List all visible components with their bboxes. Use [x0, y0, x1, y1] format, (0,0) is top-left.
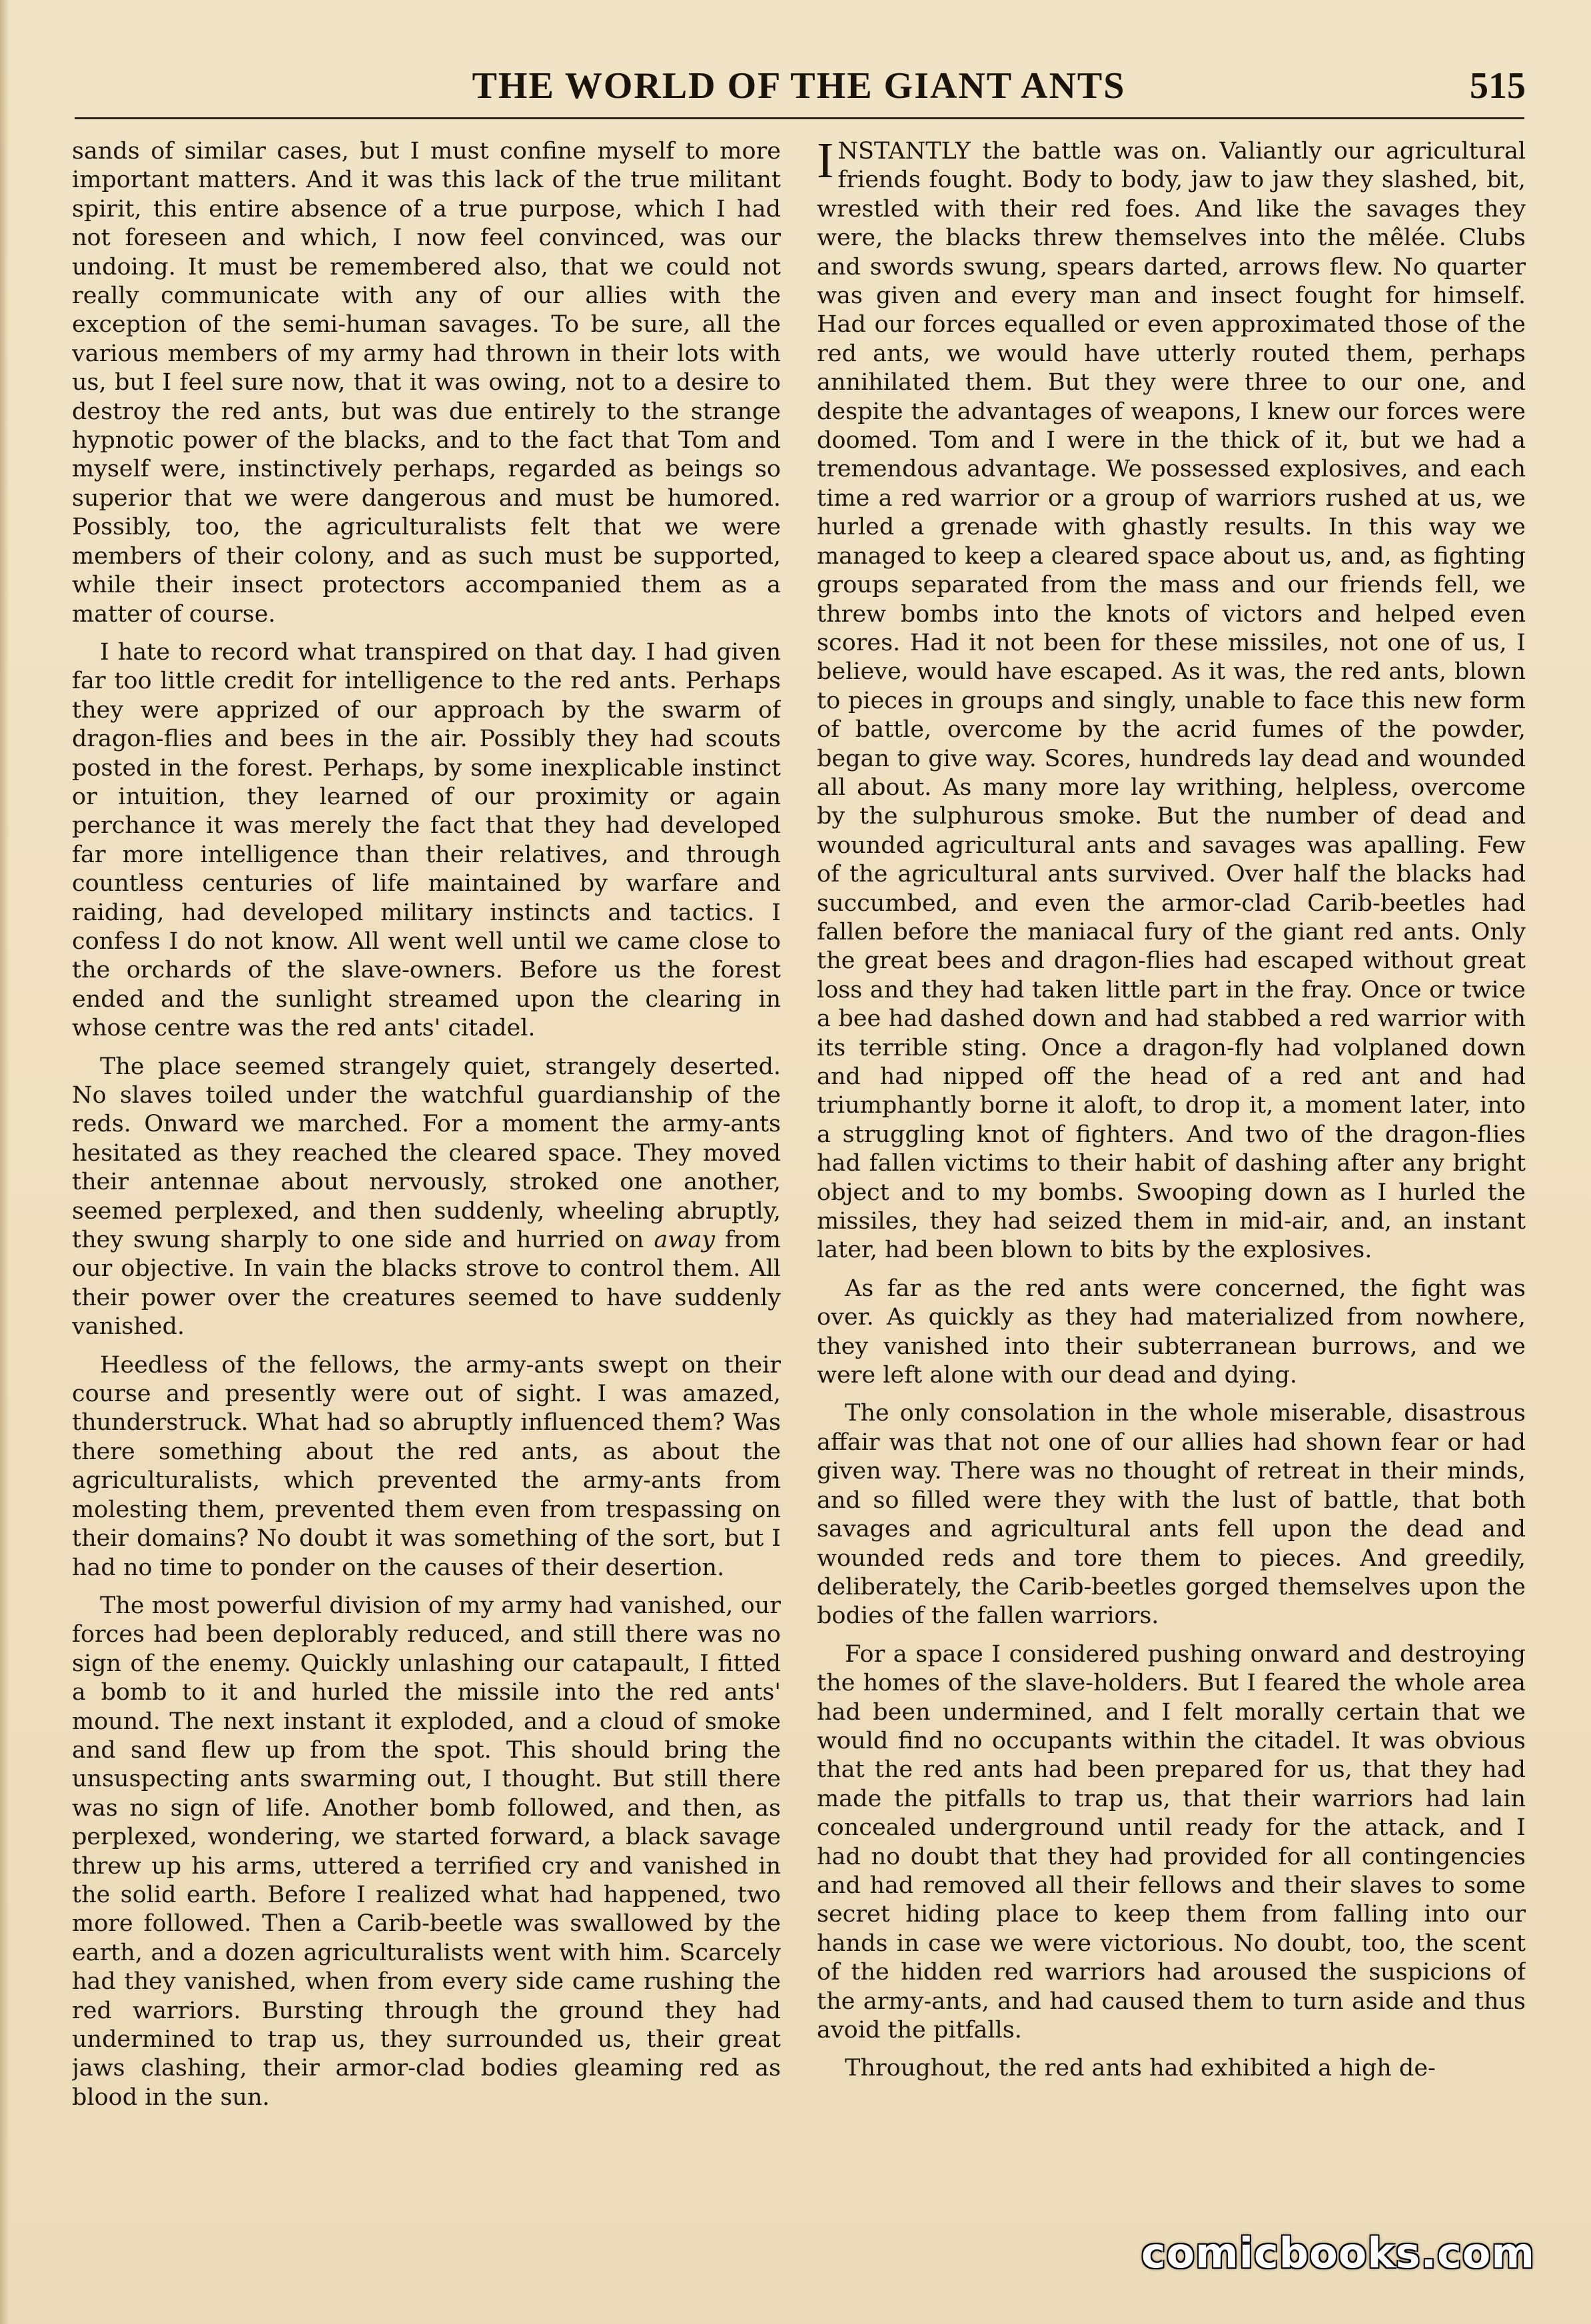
left-column [72, 137, 781, 2196]
page-title: THE WORLD OF THE GIANT ANTS [472, 65, 1126, 107]
paragraph: Throughout, the red ants had exhibited a high de- [845, 2055, 1436, 2082]
paragraph: sands of similar cases, but I must confine myself to more important matters. And it was this lack of the true militant spirit, this entire absence of a true purpose, which I had not foreseen and which, I now feel convinced, was our undoing. It must be remembered also, that we could not really communicate with any of our allies with the exception of the semi-human savages. To be sure, all the various members of my army had thrown in their lots with us, but I feel sure now, that it was owing, not to a desire to destroy the red ants, but was due entirely to the strange hypnotic power of the blacks, and to the fact that Tom and myself were, instinctively perhaps, regarded as beings so superior that we were dangerous and must be humored. Possibly, too, the agriculturalists felt that we were members of their colony, and as such must be supported, while their insect protectors accompanied them as a matter of course. [72, 138, 781, 628]
drop-cap: I [817, 137, 834, 189]
paragraph: Heedless of the fellows, the army-ants swept on their course and presently were out of sight. I was amazed, thunderstruck. What had so abruptly influenced them? Was there something about the red ants, as about the agriculturalists, which prevented the army-ants from molesting them, prevented them even from trespassing on their domains? No doubt it was something of the sort, but I had no time to ponder on the causes of their desertion. [72, 1351, 781, 1581]
paragraph: As far as the red ants were concerned, the fight was over. As quickly as they had materialized from nowhere, they vanished into their subterranean burrows, and we were left alone with our dead and dying. [817, 1275, 1526, 1389]
paragraph: The only consolation in the whole miserable, disastrous affair was that not one of our allies had shown fear or had given way. There was no thought of retreat in their minds, and so filled were they with the lust of battle, that both savages and agricultural ants fell upon the dead and wounded reds and tore them to pieces. And greedily, deliberately, the Carib-beetles gorged themselves upon the bodies of the fallen warriors. [817, 1400, 1526, 1630]
page-number: 515 [1470, 65, 1526, 107]
paragraph: For a space I considered pushing onward and destroying the homes of the slave-holders. But I feared the whole area had been undermined, and I felt morally certain that we would find no occupants within the citadel. It was obvious that the red ants had been prepared for us, that they had made the pitfalls to trap us, that their warriors had lain concealed underground until ready for the attack, and I had no doubt that they had provided for all contingencies and had removed all their fellows and their slaves to some secret hiding place to keep them from falling into our hands in case we were victorious. No doubt, too, the scent of the hidden red warriors had aroused the suspicions of the army-ants, and had caused them to turn aside and thus avoid the pitfalls. [817, 1640, 1526, 2043]
paragraph: I hate to record what transpired on that day. I had given far too little credit for intelligence to the red ants. Perhaps they were apprized of our approach by the swarm of dragon-flies and bees in the air. Possibly they had scouts posted in the forest. Perhaps, by some inexplicable instinct or intuition, they learned of our proximity or again perchance it was merely the fact that they had developed far more intelligence than their relatives, and through countless centuries of life maintained by warfare and raiding, had developed military instincts and tactics. I confess I do not know. All went well until we came close to the orchards of the slave-owners. Before us the forest ended and the sunlight streamed upon the clearing in whose centre was the red ants' citadel. [72, 638, 781, 1042]
paragraph [72, 1053, 781, 1342]
site-watermark: comicbooks.com [1141, 2229, 1535, 2277]
paragraph-text: from our objective. In vain the blacks strove to control them. All their power over the creatures seemed to have suddenly vanished. [72, 1227, 781, 1341]
paragraph-text: The place seemed strangely quiet, strangely deserted. No slaves toiled under the watchful guardianship of the reds. Onward we marched. For a moment the army-ants hesitated as they reached the cleared space. They moved their antennae about nervously, stroked one another, seemed perplexed, and then suddenly, wheeling abruptly, they swung sharply to one side and hurried on [72, 1053, 781, 1254]
emphasis-text: away [654, 1227, 715, 1254]
paragraph-text: NSTANTLY the battle was on. Valiantly our agricultural friends fought. Body to body, jaw to jaw they slashed, bit, wrestled with their red foes. And like the savages they were, the blacks threw themselves into the mêlée. Clubs and swords swung, spears darted, arrows flew. No quarter was given and every man and insect fought for himself. Had our forces equalled or even approximated those of the red ants, we would have utterly routed them, perhaps annihilated them. But they were three to our one, and despite the advantages of weapons, I knew our forces were doomed. Tom and I were in the thick of it, but we had a tremendous advantage. We possessed explosives, and each time a red warrior or a group of warriors rushed at us, we hurled a grenade with ghastly results. In this way we managed to keep a cleared space about us, and, as fighting groups separated from the mass and our friends fell, we threw bombs into the knots of victors and helped even scores. Had it not been for these missiles, not one of us, I believe, would have escaped. As it was, the red ants, blown to pieces in groups and singly, unable to face this new form of battle, overcome by the acrid fumes of the powder, began to give way. Scores, hundreds lay dead and wounded all about. As many more lay writhing, helpless, overcome by the sulphurous smoke. But the number of dead and wounded agricultural ants and savages was apalling. Few of the agricultural ants survived. Over half the blacks had succumbed, and even the armor-clad Carib-beetles had fallen before the maniacal fury of the giant red ants. Only the great bees and dragon-flies had escaped without great loss and they had taken little part in the fray. Once or twice a bee had dashed down and had stabbed a red warrior with its terrible sting. Once a dragon-fly had volplaned down and had nipped off the head of a red ant and had triumphantly borne it aloft, to drop it, a moment later, into a struggling knot of fighters. And two of the dragon-flies had fallen victims to their habit of dashing after any bright object and to my bombs. Swooping down as I hurled the missiles, they had seized them in mid-air, and, an instant later, had been blown to bits by the explosives. [817, 138, 1526, 1264]
paragraph [817, 137, 1526, 1265]
right-column [817, 137, 1526, 2196]
running-header [72, 61, 1526, 111]
page-edge-shadow [0, 0, 9, 2324]
header-rule [75, 117, 1524, 119]
paragraph: The most powerful division of my army had vanished, our forces had been deplorably reduced, and still there was no sign of the enemy. Quickly unlashing our catapault, I fitted a bomb to it and hurled the missile into the red ants' mound. The next instant it exploded, and a cloud of smoke and sand flew up from the spot. This should bring the unsuspecting ants swarming out, I thought. But still there was no sign of life. Another bomb followed, and then, as perplexed, wondering, we started forward, a black savage threw up his arms, uttered a terrified cry and vanished in the solid earth. Before I realized what had happened, two more followed. Then a Carib-beetle was swallowed by the earth, and a dozen agriculturalists went with him. Scarcely had they vanished, when from every side came rushing the red warriors. Bursting through the ground they had undermined to trap us, they surrounded us, their great jaws clashing, their armor-clad bodies gleaming red as blood in the sun. [72, 1592, 781, 2111]
